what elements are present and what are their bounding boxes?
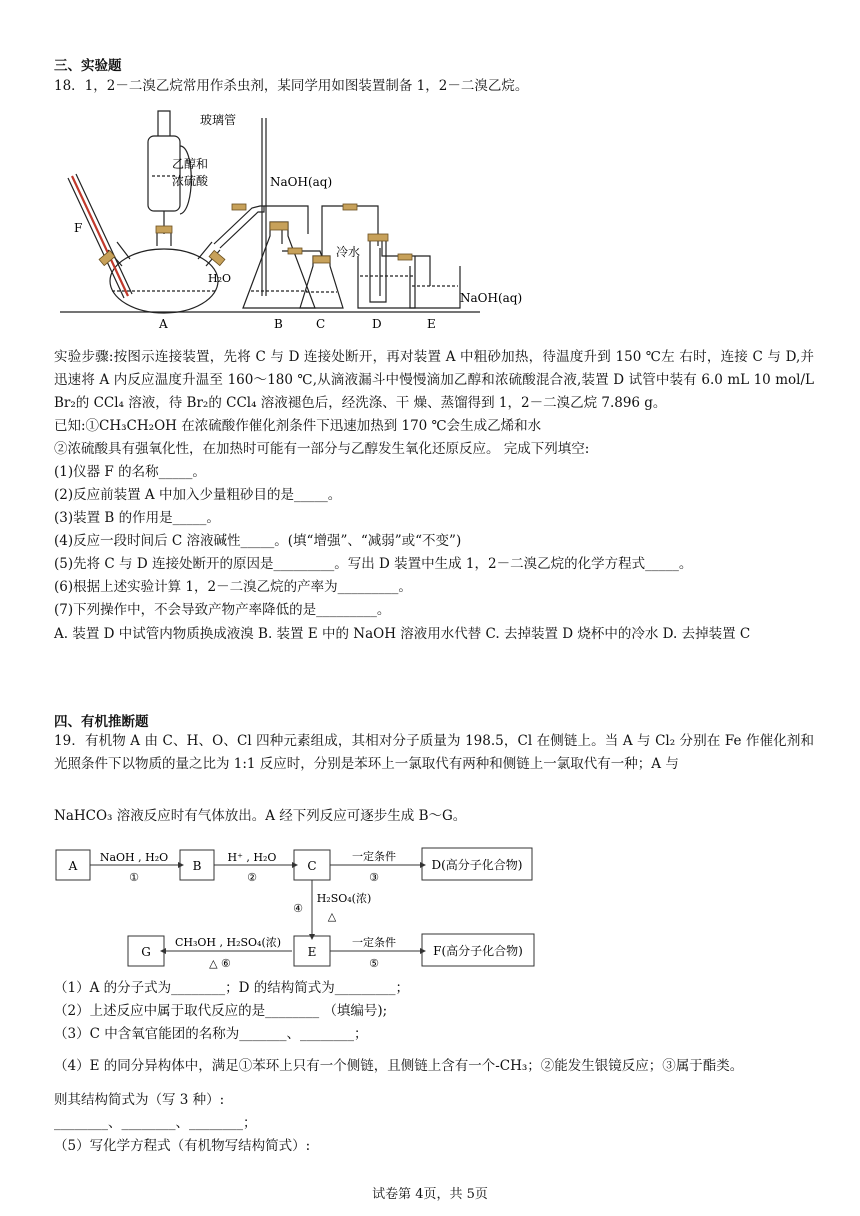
reaction-6-reagent: CH₃OH , H₂SO₄(浓): [174, 936, 282, 949]
reaction-2-number: ②: [247, 871, 257, 884]
q18-sub-5: (5)先将 C 与 D 连接处断开的原因是_________。写出 D 装置中生成 1，2－二溴乙烷的化学方程式_____。: [54, 556, 693, 572]
label-naoh-top: NaOH(aq): [270, 175, 333, 189]
q18-sub-6: (6)根据上述实验计算 1，2－二溴乙烷的产率为_________。: [54, 579, 412, 595]
label-h2o: H₂O: [208, 272, 232, 285]
q18-known-2: ②浓硫酸具有强氧化性，在加热时可能有一部分与乙醇发生氧化还原反应。 完成下列填空:: [54, 441, 590, 457]
reaction-5-condition: 一定条件: [352, 936, 396, 949]
reaction-4-condition: △: [327, 910, 337, 923]
q18-sub-1: (1)仪器 F 的名称_____。: [54, 464, 206, 480]
label-glass-tube: 玻璃管: [200, 113, 237, 127]
label-c: C: [316, 317, 326, 331]
q18-sub-2: (2)反应前装置 A 中加入少量粗砂目的是_____。: [54, 487, 342, 503]
section-title-experiment: 三、实验题: [54, 58, 122, 74]
q19-stem-2: NaHCO₃ 溶液反应时有气体放出。A 经下列反应可逐步生成 B～G。: [54, 808, 467, 824]
q18-sub-4: (4)反应一段时间后 C 溶液碱性_____。(填“增强”、“减弱”或“不变”): [54, 533, 462, 549]
reaction-3-condition: 一定条件: [352, 850, 396, 863]
q19-sub-5: （5）写化学方程式（有机物写结构简式）:: [54, 1138, 311, 1154]
label-a: A: [159, 317, 168, 331]
q19-sub-4b: 则其结构简式为（写 3 种）:: [54, 1092, 225, 1108]
q19-stem-1: 19．有机物 A 由 C、H、O、Cl 四种元素组成，其相对分子质量为 198.5，Cl 在侧链上。当 A 与 Cl₂ 分别在 Fe 作催化剂和光照条件下以物质的量之比为 1:1 反应时，分别是苯环上一氯取代有两种和侧链上一氯取代有一种；A 与: [54, 733, 814, 772]
reaction-4-reagent: H₂SO₄(浓): [316, 892, 372, 905]
label-reagent: 乙醇和: [172, 157, 209, 171]
section-title-organic: 四、有机推断题: [54, 714, 149, 730]
label-f: F: [74, 221, 83, 235]
label-b: B: [274, 317, 283, 331]
q19-sub-1: （1）A 的分子式为________；D 的结构简式为_________；: [54, 980, 409, 996]
box-a: A: [68, 859, 78, 873]
q18-known-1: 已知:①CH₃CH₂OH 在浓硫酸作催化剂条件下迅速加热到 170 ℃会生成乙烯和水: [54, 418, 542, 434]
q18-stem: 18．1，2－二溴乙烷常用作杀虫剂，某同学用如图装置制备 1，2－二溴乙烷。: [54, 78, 529, 94]
box-e: E: [307, 945, 317, 959]
label-reagent-2: 浓硫酸: [172, 174, 209, 188]
q18-sub-7: (7)下列操作中，不会导致产物产率降低的是_________。: [54, 602, 391, 618]
label-d: D: [372, 317, 382, 331]
q19-sub-3: （3）C 中含氧官能团的名称为_______、________；: [54, 1026, 368, 1042]
reaction-3-number: ③: [369, 871, 379, 884]
q18-sub-3: (3)装置 B 的作用是_____。: [54, 510, 220, 526]
q19-sub-4c: ________、________、________；: [54, 1115, 257, 1131]
reaction-scheme: [54, 836, 554, 976]
label-cold-water: 冷水: [336, 245, 361, 259]
reaction-6-number: △ ⑥: [209, 957, 231, 970]
box-f: F(高分子化合物): [433, 944, 523, 958]
q19-sub-4: （4）E 的同分异构体中，满足①苯环上只有一个侧链，且侧链上含有一个-CH₃；②能发生银镜反应；③属于酯类。: [54, 1058, 744, 1074]
reaction-4-number: ④: [293, 902, 303, 915]
apparatus-figure: [60, 106, 540, 338]
page-footer: 试卷第 4页，共 5页: [372, 1187, 488, 1202]
q18-options: A. 装置 D 中试管内物质换成液溴 B. 装置 E 中的 NaOH 溶液用水代替 C. 去掉装置 D 烧杯中的冷水 D. 去掉装置 C: [54, 626, 751, 642]
box-d: D(高分子化合物): [431, 858, 523, 872]
label-e: E: [427, 317, 436, 331]
reaction-5-number: ⑤: [369, 957, 379, 970]
reaction-1-number: ①: [129, 871, 139, 884]
q19-sub-2: （2）上述反应中属于取代反应的是________ （填编号);: [54, 1003, 388, 1019]
reaction-2-reagent: H⁺ , H₂O: [227, 851, 277, 864]
q18-steps: 实验步骤:按图示连接装置，先将 C 与 D 连接处断开，再对装置 A 中粗砂加热，待温度升到 150 ℃左 右时，连接 C 与 D,并迅速将 A 内反应温度升温至 160～180 ℃,从滴液漏斗中慢慢滴加乙醇和浓硫酸混合液,装置 D 试管中装有 6.0 mL 10 mol/L Br₂的 CCl₄ 溶液，待 Br₂的 CCl₄ 溶液褪色后，经洗涤、干 燥、蒸馏得到 1，2－二溴乙烷 7.896 g。: [54, 349, 814, 411]
box-g: G: [141, 945, 151, 959]
box-b: B: [192, 859, 202, 873]
label-naoh-right: NaOH(aq): [460, 291, 523, 305]
reaction-1-reagent: NaOH , H₂O: [99, 851, 169, 864]
box-c: C: [307, 859, 317, 873]
